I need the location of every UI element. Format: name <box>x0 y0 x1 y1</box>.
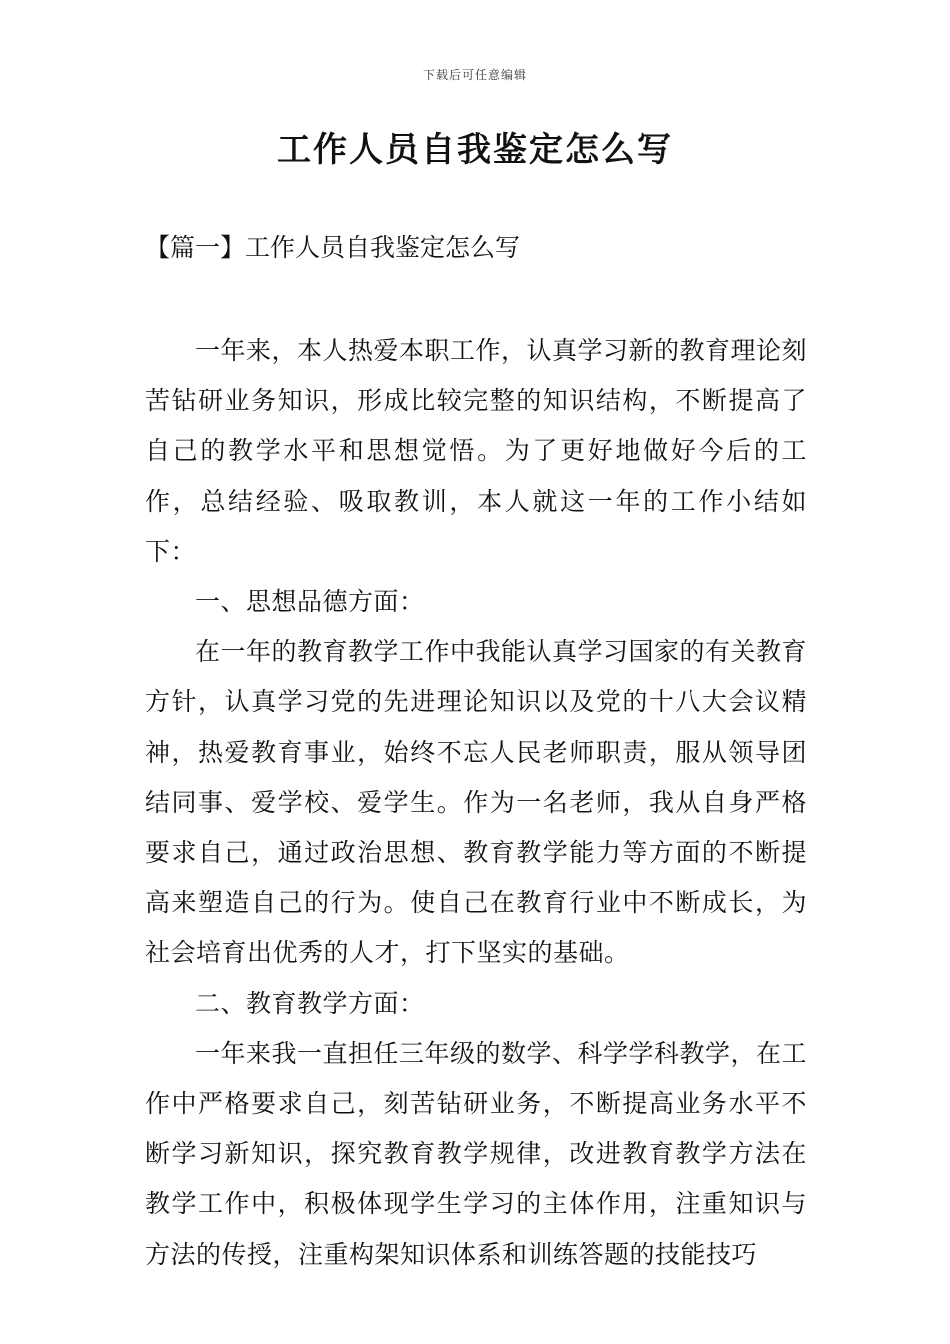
document-title: 工作人员自我鉴定怎么写 <box>277 130 673 170</box>
paragraph-ideology: 在一年的教育教学工作中我能认真学习国家的有关教育方针，认真学习党的先进理论知识以及党的十八大会议精神，热爱教育事业，始终不忘人民老师职责，服从领导团结同事、爱学校、爱学生。作为一名老师，我从自身严格要求自己，通过政治思想、教育教学能力等方面的不断提高来塑造自己的行为。使自己在教育行业中不断成长，为社会培育出优秀的人才，打下坚实的基础。 <box>145 637 808 968</box>
subheading-teaching: 二、教育教学方面： <box>195 988 425 1018</box>
paragraph-intro: 一年来，本人热爱本职工作，认真学习新的教育理论刻苦钻研业务知识，形成比较完整的知识结构，不断提高了自己的教学水平和思想觉悟。为了更好地做好今后的工作，总结经验、吸取教训，本人就这一年的工作小结如下： <box>145 336 808 566</box>
header-note: 下载后可任意编辑 <box>422 68 527 82</box>
body-text <box>145 326 807 1280</box>
section-heading: 【篇一】工作人员自我鉴定怎么写 <box>145 233 521 262</box>
paragraph-teaching: 一年来我一直担任三年级的数学、科学学科教学，在工作中严格要求自己，刻苦钻研业务，不断提高业务水平不断学习新知识，探究教育教学规律，改进教育教学方法在教学工作中，积极体现学生学习的主体作用，注重知识与方法的传授，注重构架知识体系和训练答题的技能技巧 <box>145 1038 808 1269</box>
subheading-ideology: 一、思想品德方面： <box>195 587 425 617</box>
